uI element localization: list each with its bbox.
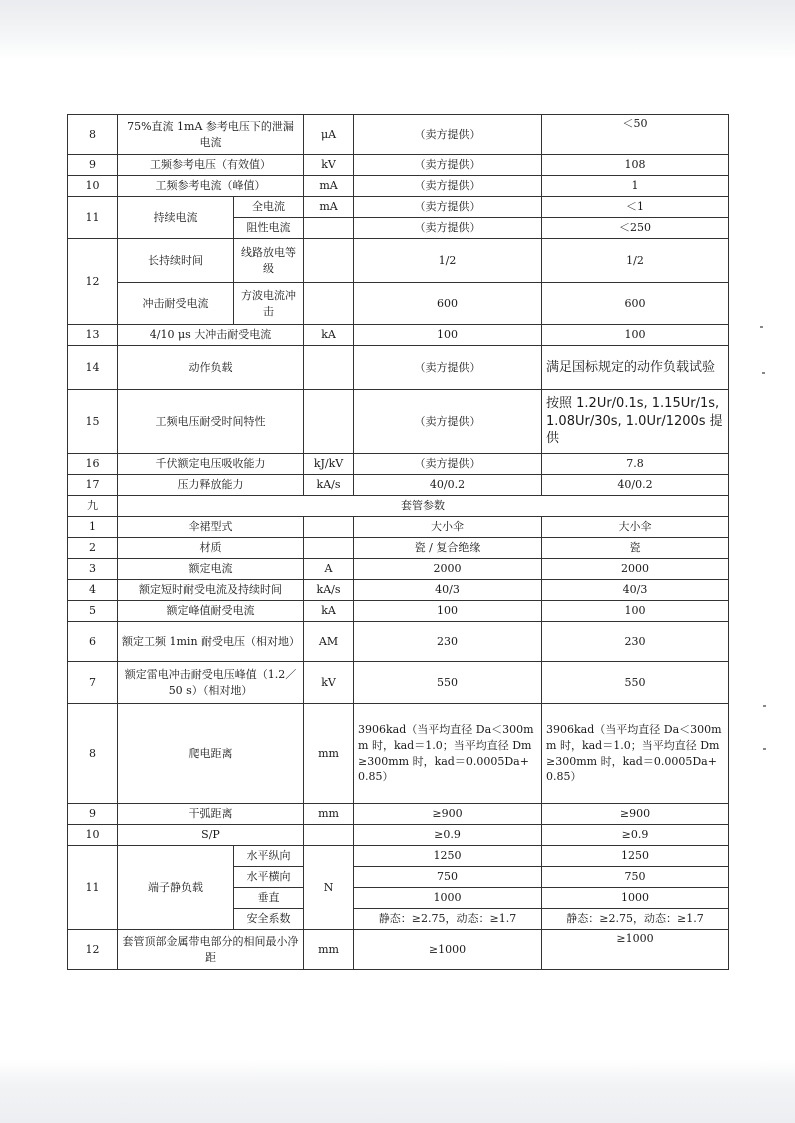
required-value: （卖方提供）: [354, 454, 542, 475]
response-value: ＜250: [542, 218, 729, 239]
response-value: 大小伞: [542, 517, 729, 538]
required-value: 100: [354, 601, 542, 622]
parameter-name: 工频参考电压（有效值）: [118, 155, 304, 176]
response-value: 1000: [542, 888, 729, 909]
table-row: [68, 115, 729, 155]
sub-parameter-name: 方波电流冲击: [234, 283, 304, 325]
required-value: （卖方提供）: [354, 155, 542, 176]
table-row: [68, 601, 729, 622]
required-value: （卖方提供）: [354, 218, 542, 239]
table-row: [68, 846, 729, 867]
row-number: 7: [68, 662, 118, 704]
scan-speck: [760, 326, 763, 328]
table-row: [68, 239, 729, 283]
unit-cell: kA: [304, 325, 354, 346]
row-number: 14: [68, 346, 118, 390]
row-number: 8: [68, 704, 118, 804]
row-number: 10: [68, 825, 118, 846]
parameter-name: 额定雷电冲击耐受电压峰值（1.2／50 s）（相对地）: [118, 662, 304, 704]
row-number: 16: [68, 454, 118, 475]
required-value: 40/0.2: [354, 475, 542, 496]
required-value: 大小伞: [354, 517, 542, 538]
table-row: [68, 390, 729, 454]
row-number: 15: [68, 390, 118, 454]
row-number: 13: [68, 325, 118, 346]
unit-cell: mm: [304, 704, 354, 804]
response-value: 108: [542, 155, 729, 176]
row-number: 17: [68, 475, 118, 496]
parameter-name: 压力释放能力: [118, 475, 304, 496]
row-number: 12: [68, 239, 118, 325]
parameter-name: 伞裙型式: [118, 517, 304, 538]
table-row: [68, 622, 729, 662]
unit-cell: [304, 538, 354, 559]
parameter-name: 千伏额定电压吸收能力: [118, 454, 304, 475]
required-value: ≥900: [354, 804, 542, 825]
response-value: 550: [542, 662, 729, 704]
sub-parameter-name: 全电流: [234, 197, 304, 218]
parameter-name: 4/10 μs 大冲击耐受电流: [118, 325, 304, 346]
unit-cell: [304, 346, 354, 390]
required-value: 1000: [354, 888, 542, 909]
required-value: 100: [354, 325, 542, 346]
scan-speck: [762, 372, 765, 374]
response-value: ≥0.9: [542, 825, 729, 846]
unit-cell: AM: [304, 622, 354, 662]
required-value: （卖方提供）: [354, 390, 542, 454]
response-value: 静态：≥2.75，动态：≥1.7: [542, 909, 729, 930]
parameter-name: 套管顶部金属带电部分的相间最小净距: [118, 930, 304, 970]
row-number: 10: [68, 176, 118, 197]
unit-cell: kA: [304, 601, 354, 622]
response-value: 按照 1.2Ur/0.1s, 1.15Ur/1s, 1.08Ur/30s, 1.0Ur/1200s 提供: [542, 390, 729, 454]
required-value: ≥0.9: [354, 825, 542, 846]
response-value: 230: [542, 622, 729, 662]
scan-shadow-bottom: [0, 1060, 795, 1123]
sub-parameter-name: 水平横向: [234, 867, 304, 888]
response-value: ＜1: [542, 197, 729, 218]
parameter-name: 长持续时间: [118, 239, 234, 283]
response-value: ≥1000: [542, 930, 729, 970]
row-number: 2: [68, 538, 118, 559]
response-value: 100: [542, 601, 729, 622]
table-row: [68, 197, 729, 218]
response-value: 100: [542, 325, 729, 346]
parameter-name: 额定电流: [118, 559, 304, 580]
row-number: 9: [68, 155, 118, 176]
required-value: 750: [354, 867, 542, 888]
required-value: 1250: [354, 846, 542, 867]
required-value: 2000: [354, 559, 542, 580]
required-value: 静态：≥2.75，动态：≥1.7: [354, 909, 542, 930]
parameter-name: 75%直流 1mA 参考电压下的泄漏电流: [118, 115, 304, 155]
required-value: 1/2: [354, 239, 542, 283]
response-value: 1/2: [542, 239, 729, 283]
row-number: 9: [68, 804, 118, 825]
response-value: 1250: [542, 846, 729, 867]
response-value: 瓷: [542, 538, 729, 559]
table-row: [68, 580, 729, 601]
unit-cell: mA: [304, 197, 354, 218]
required-value: 瓷 / 复合绝缘: [354, 538, 542, 559]
unit-cell: [304, 390, 354, 454]
section-title: 套管参数: [118, 496, 729, 517]
table-row: [68, 704, 729, 804]
required-value: 600: [354, 283, 542, 325]
parameter-name: 持续电流: [118, 197, 234, 239]
response-value: 3906kad（当平均直径 Da＜300mm 时，kad＝1.0；当平均直径 Dm≥300mm 时，kad＝0.0005Da+0.85）: [542, 704, 729, 804]
parameter-name: 额定工频 1min 耐受电压（相对地）: [118, 622, 304, 662]
row-number: 4: [68, 580, 118, 601]
required-value: 230: [354, 622, 542, 662]
table-row: [68, 155, 729, 176]
table-row: [68, 930, 729, 970]
parameter-name: 材质: [118, 538, 304, 559]
table-row: [68, 346, 729, 390]
table-row: [68, 538, 729, 559]
response-value: 满足国标规定的动作负载试验: [542, 346, 729, 390]
parameter-name: 爬电距离: [118, 704, 304, 804]
response-value: 750: [542, 867, 729, 888]
unit-cell: A: [304, 559, 354, 580]
unit-cell: mm: [304, 804, 354, 825]
required-value: ≥1000: [354, 930, 542, 970]
parameter-name: 端子静负载: [118, 846, 234, 930]
parameter-name: S/P: [118, 825, 304, 846]
table-row: [68, 283, 729, 325]
required-value: （卖方提供）: [354, 115, 542, 155]
unit-cell: N: [304, 846, 354, 930]
parameter-name: 工频参考电流（峰值）: [118, 176, 304, 197]
required-value: 3906kad（当平均直径 Da＜300mm 时，kad＝1.0；当平均直径 Dm≥300mm 时，kad＝0.0005Da+0.85）: [354, 704, 542, 804]
response-value: 40/0.2: [542, 475, 729, 496]
parameter-name: 额定峰值耐受电流: [118, 601, 304, 622]
row-number: 5: [68, 601, 118, 622]
required-value: （卖方提供）: [354, 346, 542, 390]
scan-speck: [763, 748, 766, 750]
section-header-row: [68, 496, 729, 517]
table-row: [68, 517, 729, 538]
unit-cell: kV: [304, 155, 354, 176]
parameter-name: 额定短时耐受电流及持续时间: [118, 580, 304, 601]
sub-parameter-name: 水平纵向: [234, 846, 304, 867]
response-value: ＜50: [542, 115, 729, 155]
response-value: ≥900: [542, 804, 729, 825]
row-number: 8: [68, 115, 118, 155]
section-number: 九: [68, 496, 118, 517]
unit-cell: kJ/kV: [304, 454, 354, 475]
row-number: 11: [68, 197, 118, 239]
unit-cell: [304, 218, 354, 239]
response-value: 1: [542, 176, 729, 197]
row-number: 12: [68, 930, 118, 970]
sub-parameter-name: 安全系数: [234, 909, 304, 930]
unit-cell: [304, 239, 354, 283]
parameter-name: 干弧距离: [118, 804, 304, 825]
unit-cell: kA/s: [304, 580, 354, 601]
table-row: [68, 662, 729, 704]
table-row: [68, 475, 729, 496]
table-row: [68, 804, 729, 825]
unit-cell: kV: [304, 662, 354, 704]
sub-parameter-name: 垂直: [234, 888, 304, 909]
unit-cell: [304, 825, 354, 846]
parameter-name: 工频电压耐受时间特性: [118, 390, 304, 454]
unit-cell: kA/s: [304, 475, 354, 496]
required-value: 40/3: [354, 580, 542, 601]
sub-parameter-name: 线路放电等级: [234, 239, 304, 283]
response-value: 7.8: [542, 454, 729, 475]
row-number: 6: [68, 622, 118, 662]
spec-table: [67, 114, 729, 970]
row-number: 1: [68, 517, 118, 538]
table-row: [68, 176, 729, 197]
scan-speck: [763, 705, 766, 707]
response-value: 2000: [542, 559, 729, 580]
required-value: （卖方提供）: [354, 197, 542, 218]
unit-cell: mm: [304, 930, 354, 970]
row-number: 11: [68, 846, 118, 930]
response-value: 600: [542, 283, 729, 325]
table-row: [68, 325, 729, 346]
row-number: 3: [68, 559, 118, 580]
required-value: 550: [354, 662, 542, 704]
unit-cell: [304, 517, 354, 538]
response-value: 40/3: [542, 580, 729, 601]
table-row: [68, 559, 729, 580]
required-value: （卖方提供）: [354, 176, 542, 197]
scan-shadow-top: [0, 0, 795, 60]
parameter-name: 动作负载: [118, 346, 304, 390]
unit-cell: μA: [304, 115, 354, 155]
unit-cell: mA: [304, 176, 354, 197]
parameter-name: 冲击耐受电流: [118, 283, 234, 325]
sub-parameter-name: 阻性电流: [234, 218, 304, 239]
table-row: [68, 825, 729, 846]
table-row: [68, 454, 729, 475]
unit-cell: [304, 283, 354, 325]
